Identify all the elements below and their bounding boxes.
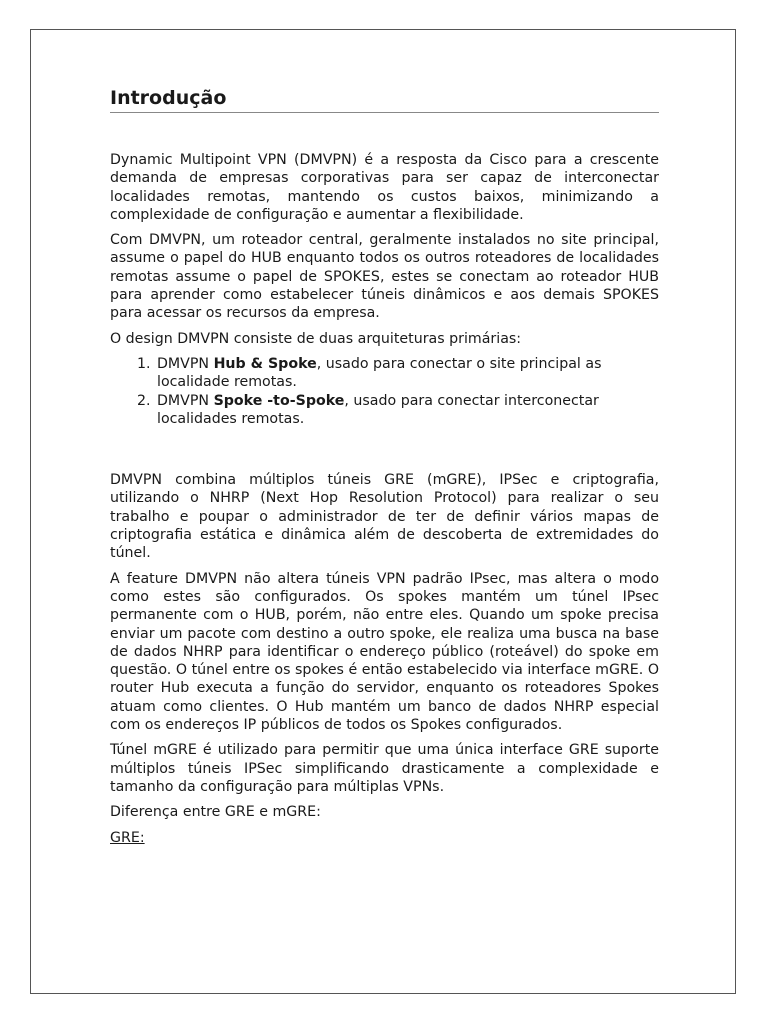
document-body xyxy=(110,86,659,854)
heading-spacer xyxy=(110,113,659,151)
list-item-bold-term: Spoke -to-Spoke xyxy=(213,392,345,409)
architectures-list xyxy=(110,355,659,428)
paragraph-architectures-intro: O design DMVPN consiste de duas arquiteturas primárias: xyxy=(110,330,522,347)
section-gap xyxy=(110,435,659,471)
paragraph-dmvpn-combination: DMVPN combina múltiplos túneis GRE (mGRE), IPSec e criptografia, utilizando o NHRP (Next Hop Resolution Protocol) para realizar o seu trabalho e poupar o administrador de ter de definir vários mapas de criptografia estática e dinâmica além de descoberta de extremidades do túnel. xyxy=(110,472,659,562)
list-item xyxy=(155,355,659,392)
paragraph-feature-dmvpn: A feature DMVPN não altera túneis VPN padrão IPsec, mas altera o modo como estes são configurados. Os spokes mantém um túnel IPsec permanente com o HUB, porém, não entre eles. Quando um spoke precisa enviar um pacote com destino a outro spoke, ele realiza uma busca na base de dados NHRP para identificar o endereço público (roteável) do spoke em questão. O túnel entre os spokes é então estabelecido via interface mGRE. O router Hub executa a função do servidor, enquanto os roteadores Spokes atuam como clientes. O Hub mantém um banco de dados NHRP especial com os endereços IP públicos de todos os Spokes configurados. xyxy=(110,570,659,734)
list-item-suffix: , usado para conectar interconectar localidades remotas. xyxy=(157,392,599,427)
subheading-gre: GRE: xyxy=(110,829,145,846)
list-item-prefix: DMVPN xyxy=(157,392,214,409)
paragraph-gre-vs-mgre: Diferença entre GRE e mGRE: xyxy=(110,804,321,821)
list-item xyxy=(155,392,659,429)
paragraph-mgre-tunnel: Túnel mGRE é utilizado para permitir que uma única interface GRE suporte múltiplos túneis IPSec simplificando drasticamente a complexidade e tamanho da configuração para múltiplas VPNs. xyxy=(110,742,659,795)
list-item-bold-term: Hub & Spoke xyxy=(213,355,317,372)
paragraph-dmvpn-definition: Dynamic Multipoint VPN (DMVPN) é a resposta da Cisco para a crescente demanda de empresas corporativas para ser capaz de interconectar localidades remotas, mantendo os custos baixos, minimizando a complexidade de configuração e aumentar a flexibilidade. xyxy=(110,152,659,223)
paragraph-hub-spokes: Com DMVPN, um roteador central, geralmente instalados no site principal, assume o papel do HUB enquanto todos os outros roteadores de localidades remotas assume o papel de SPOKES, estes se conectam ao roteador HUB para aprender como estabelecer túneis dinâmicos e aos demais SPOKES para acessar os recursos da empresa. xyxy=(110,232,659,322)
section-heading: Introdução xyxy=(110,86,659,113)
list-item-suffix: , usado para conectar o site principal as localidade remotas. xyxy=(157,355,602,391)
list-item-prefix: DMVPN xyxy=(157,355,214,372)
